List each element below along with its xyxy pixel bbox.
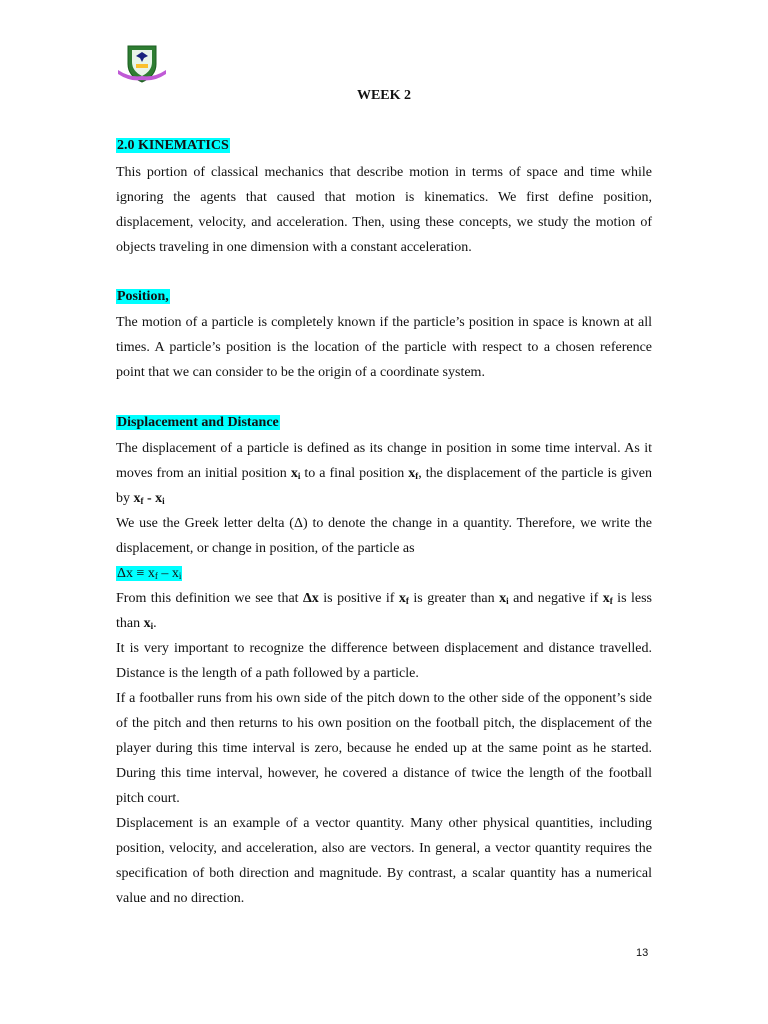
text-line: From this definition we see that Δx is positive if $x_f$ is greater than $x_i$ and negative if $x_f$ is less (116, 591, 652, 606)
text-line: moves from an initial position $x_i$ to a final position $x_f$, the displacement of the particle is given (116, 466, 652, 481)
text-line: point that we can consider to be the origin of a coordinate system. (116, 365, 485, 380)
text-line: This portion of classical mechanics that describe motion in terms of space and time while (116, 165, 652, 180)
text-line: If a footballer runs from his own side of the pitch down to the other side of the opponent’s side (116, 691, 652, 706)
text-line: displacement, or change in position, of the particle as (116, 541, 415, 556)
text-line: position, velocity, and acceleration, also are vectors. In general, a vector quantity requires the (116, 841, 652, 856)
text-line: Displacement is an example of a vector quantity. Many other physical quantities, including (116, 816, 652, 831)
text-line: times. A particle’s position is the location of the particle with respect to a chosen reference (116, 340, 652, 355)
displacement-paragraph (116, 436, 652, 911)
text-line: During this time interval, however, he covered a distance of twice the length of the football (116, 766, 652, 781)
text-line: of the pitch and then returns to his own position on the football pitch, the displacement of the (116, 716, 652, 731)
section-heading-kinematics: 2.0 KINEMATICS (117, 138, 229, 153)
text-line: specification of both direction and magnitude. By contrast, a scalar quantity has a numerical (116, 866, 652, 881)
text-line: value and no direction. (116, 891, 245, 906)
text-line: It is very important to recognize the difference between displacement and distance travelled. (116, 641, 652, 656)
position-paragraph (116, 310, 652, 385)
kinematics-paragraph (116, 160, 652, 260)
school-crest-icon (114, 40, 170, 86)
text-line: displacement, velocity, and acceleration. Then, using these concepts, we study the motion of (116, 215, 652, 230)
text-line: player during this time interval is zero, because he ended up at the same point as he started. (116, 741, 652, 756)
text-line: pitch court. (116, 791, 180, 806)
text-line: We use the Greek letter delta (Δ) to denote the change in a quantity. Therefore, we write the (116, 516, 652, 531)
displacement-formula: $\Delta x \equiv x_f - x_i$ (117, 566, 182, 581)
text-line: Distance is the length of a path followed by a particle. (116, 666, 419, 681)
page-title: WEEK 2 (356, 88, 412, 103)
text-line: The displacement of a particle is defined as its change in position in some time interval. As it (116, 441, 652, 456)
text-line: ignoring the agents that caused that motion is kinematics. We first define position, (116, 190, 652, 205)
text-line: The motion of a particle is completely known if the particle’s position in space is known at all (116, 315, 652, 330)
text-line: by $x_f - x_i$ (116, 491, 165, 506)
section-heading-position: Position, (117, 289, 169, 304)
page-number: 13 (636, 947, 649, 959)
text-line: than $x_i$. (116, 616, 157, 631)
text-line: objects traveling in one dimension with a constant acceleration. (116, 240, 472, 255)
section-heading-displacement: Displacement and Distance (117, 415, 279, 430)
